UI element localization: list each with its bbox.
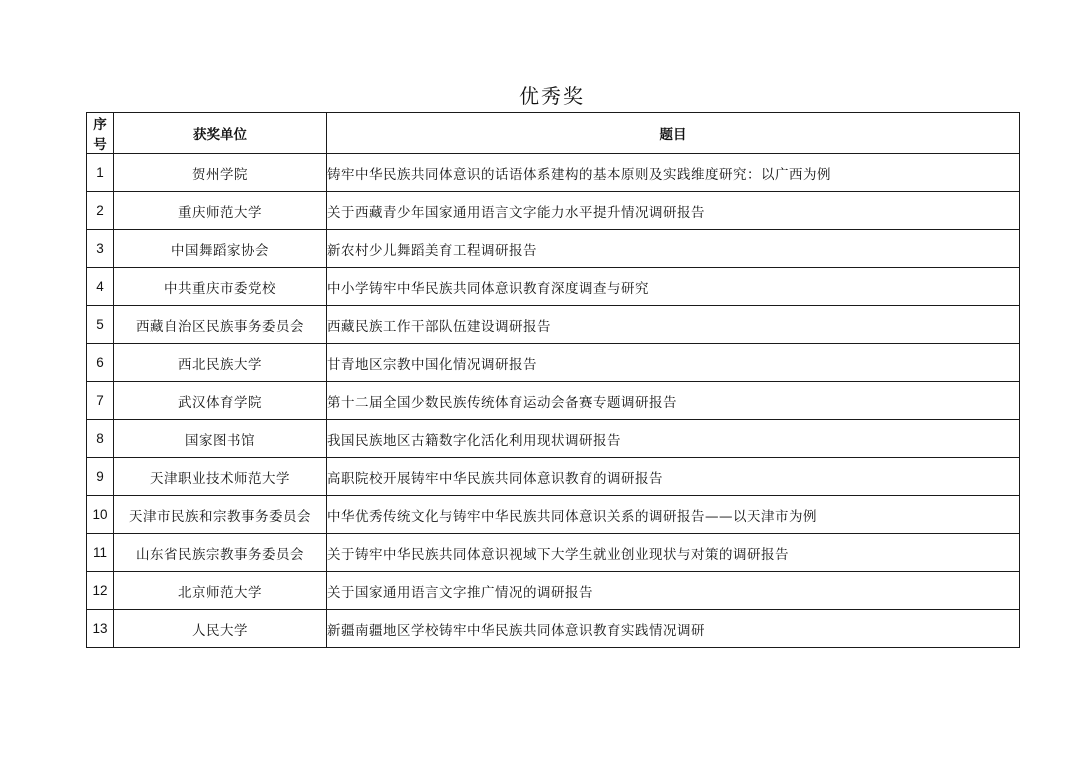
row-topic: 新疆南疆地区学校铸牢中华民族共同体意识教育实践情况调研 — [327, 610, 1020, 648]
table-row — [87, 420, 1020, 458]
table-row — [87, 192, 1020, 230]
row-topic: 中小学铸牢中华民族共同体意识教育深度调查与研究 — [327, 268, 1020, 306]
row-unit: 北京师范大学 — [114, 572, 327, 610]
row-topic: 新农村少儿舞蹈美育工程调研报告 — [327, 230, 1020, 268]
table-row — [87, 458, 1020, 496]
row-topic: 高职院校开展铸牢中华民族共同体意识教育的调研报告 — [327, 458, 1020, 496]
table-row — [87, 534, 1020, 572]
row-number: 3 — [87, 230, 114, 268]
row-number: 10 — [87, 496, 114, 534]
table-row — [87, 496, 1020, 534]
row-number: 6 — [87, 344, 114, 382]
row-topic: 西藏民族工作干部队伍建设调研报告 — [327, 306, 1020, 344]
header-unit: 获奖单位 — [114, 113, 327, 154]
table-header-row — [87, 113, 1020, 154]
row-unit: 贺州学院 — [114, 154, 327, 192]
row-number: 9 — [87, 458, 114, 496]
table-row — [87, 382, 1020, 420]
row-unit: 中共重庆市委党校 — [114, 268, 327, 306]
row-unit: 中国舞蹈家协会 — [114, 230, 327, 268]
row-number: 13 — [87, 610, 114, 648]
row-topic: 中华优秀传统文化与铸牢中华民族共同体意识关系的调研报告——以天津市为例 — [327, 496, 1020, 534]
row-unit: 人民大学 — [114, 610, 327, 648]
row-topic: 关于西藏青少年国家通用语言文字能力水平提升情况调研报告 — [327, 192, 1020, 230]
row-number: 1 — [87, 154, 114, 192]
table-row — [87, 306, 1020, 344]
row-topic: 我国民族地区古籍数字化活化利用现状调研报告 — [327, 420, 1020, 458]
row-number: 12 — [87, 572, 114, 610]
row-topic: 第十二届全国少数民族传统体育运动会备赛专题调研报告 — [327, 382, 1020, 420]
header-topic: 题目 — [327, 113, 1020, 154]
row-number: 8 — [87, 420, 114, 458]
row-unit: 山东省民族宗教事务委员会 — [114, 534, 327, 572]
table-row — [87, 230, 1020, 268]
row-number: 5 — [87, 306, 114, 344]
row-unit: 西北民族大学 — [114, 344, 327, 382]
table-row — [87, 610, 1020, 648]
row-number: 7 — [87, 382, 114, 420]
row-topic: 甘青地区宗教中国化情况调研报告 — [327, 344, 1020, 382]
row-topic: 关于铸牢中华民族共同体意识视域下大学生就业创业现状与对策的调研报告 — [327, 534, 1020, 572]
table-row — [87, 572, 1020, 610]
row-unit: 重庆师范大学 — [114, 192, 327, 230]
header-num: 序号 — [87, 113, 114, 154]
row-number: 11 — [87, 534, 114, 572]
table-row — [87, 344, 1020, 382]
row-unit: 西藏自治区民族事务委员会 — [114, 306, 327, 344]
table-row — [87, 154, 1020, 192]
row-unit: 天津市民族和宗教事务委员会 — [114, 496, 327, 534]
table-row — [87, 268, 1020, 306]
row-unit: 武汉体育学院 — [114, 382, 327, 420]
row-unit: 天津职业技术师范大学 — [114, 458, 327, 496]
page-title: 优秀奖 — [519, 84, 585, 108]
row-unit: 国家图书馆 — [114, 420, 327, 458]
awards-table — [86, 112, 1020, 648]
row-number: 4 — [87, 268, 114, 306]
row-topic: 铸牢中华民族共同体意识的话语体系建构的基本原则及实践维度研究：以广西为例 — [327, 154, 1020, 192]
row-topic: 关于国家通用语言文字推广情况的调研报告 — [327, 572, 1020, 610]
row-number: 2 — [87, 192, 114, 230]
